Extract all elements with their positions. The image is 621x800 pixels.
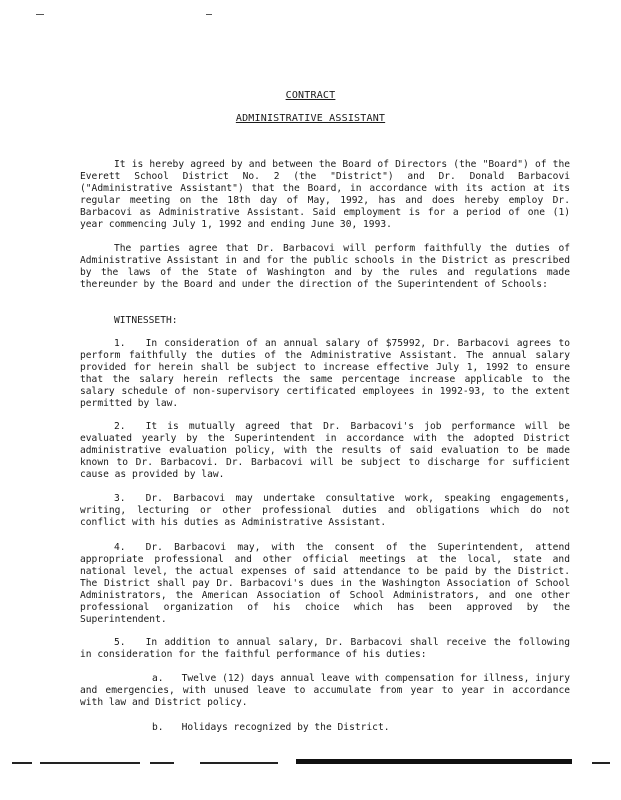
subclause-a	[80, 673, 570, 709]
footer-rule	[200, 762, 278, 764]
clause-number: 2.	[114, 421, 126, 432]
subclause-letter: a.	[152, 673, 164, 684]
clause-5	[80, 637, 570, 661]
parties-text: The parties agree that Dr. Barbacovi will perform faithfully the duties of Administrative Assistant in and for the public schools in the District as prescribed by the laws of the State of Washington and by the rules and regulations made thereunder by the Board and under the direction of the Superintendent of Schools:	[80, 243, 570, 290]
witnesseth-heading	[80, 315, 570, 327]
footer-bar	[296, 759, 572, 764]
intro-paragraph	[80, 159, 570, 231]
clause-number: 3.	[114, 493, 126, 504]
clause-text: It is mutually agreed that Dr. Barbacovi's job performance will be evaluated yearly by the Superintendent in accordance with the adopted District administrative evaluation policy, with the results of said evaluation to be made known to Dr. Barbacovi. Dr. Barbacovi will be subject to discharge for sufficient cause as provided by law.	[80, 421, 570, 480]
intro-text: It is hereby agreed by and between the Board of Directors (the "Board") of the Everett School District No. 2 (the "District") and Dr. Donald Barbacovi ("Administrative Assistant") that the Board, in accordance with its action at its regular meeting on the 18th day of May, 1992, has and does hereby employ Dr. Barbacovi as Administrative Assistant. Said employment is for a period of one (1) year commencing July 1, 1992 and ending June 30, 1993.	[80, 159, 570, 230]
clause-3	[80, 493, 570, 529]
parties-paragraph	[80, 243, 570, 291]
corner-mark	[206, 14, 212, 15]
clause-2	[80, 421, 570, 481]
clause-text: Dr. Barbacovi may, with the consent of the Superintendent, attend appropriate professional and other official meetings at the local, state and national level, the actual expenses of said attendance to be paid by the District. The District shall pay Dr. Barbacovi's dues in the Washington Association of School Administrators, the American Association of School Administrators, and one other professional organization of his choice which has been approved by the Superintendent.	[80, 542, 570, 625]
footer-rule	[12, 762, 32, 764]
witnesseth-label: WITNESSETH:	[114, 315, 178, 326]
clause-text: In addition to annual salary, Dr. Barbacovi shall receive the following in consideration for the faithful performance of his duties:	[80, 637, 570, 660]
corner-mark	[36, 14, 44, 15]
footer-rule	[40, 762, 140, 764]
clause-4	[80, 542, 570, 626]
subclause-text: Holidays recognized by the District.	[181, 722, 390, 733]
clause-number: 1.	[114, 338, 126, 349]
subclause-letter: b.	[152, 722, 164, 733]
clause-number: 5.	[114, 637, 126, 648]
subclause-b	[80, 722, 570, 734]
document-title: CONTRACT	[285, 90, 336, 101]
footer-rule	[592, 762, 610, 764]
clause-1	[80, 338, 570, 410]
footer-rule	[150, 762, 174, 764]
clause-text: In consideration of an annual salary of $75992, Dr. Barbacovi agrees to perform faithfully the duties of the Administrative Assistant. The annual salary provided for herein shall be subject to increase effective July 1, 1992 to ensure that the salary herein reflects the same percentage increase applicable to the salary schedule of non-supervisory certificated employees in 1992-93, to the extent permitted by law.	[80, 338, 570, 409]
document-subtitle: ADMINISTRATIVE ASSISTANT	[235, 113, 386, 124]
clause-number: 4.	[114, 542, 126, 553]
subclause-text: Twelve (12) days annual leave with compensation for illness, injury and emergencies, with unused leave to accumulate from year to year in accordance with law and District policy.	[80, 673, 570, 708]
clause-text: Dr. Barbacovi may undertake consultative work, speaking engagements, writing, lecturing or other professional duties and obligations which do not conflict with his duties as Administrative Assistant.	[80, 493, 570, 528]
